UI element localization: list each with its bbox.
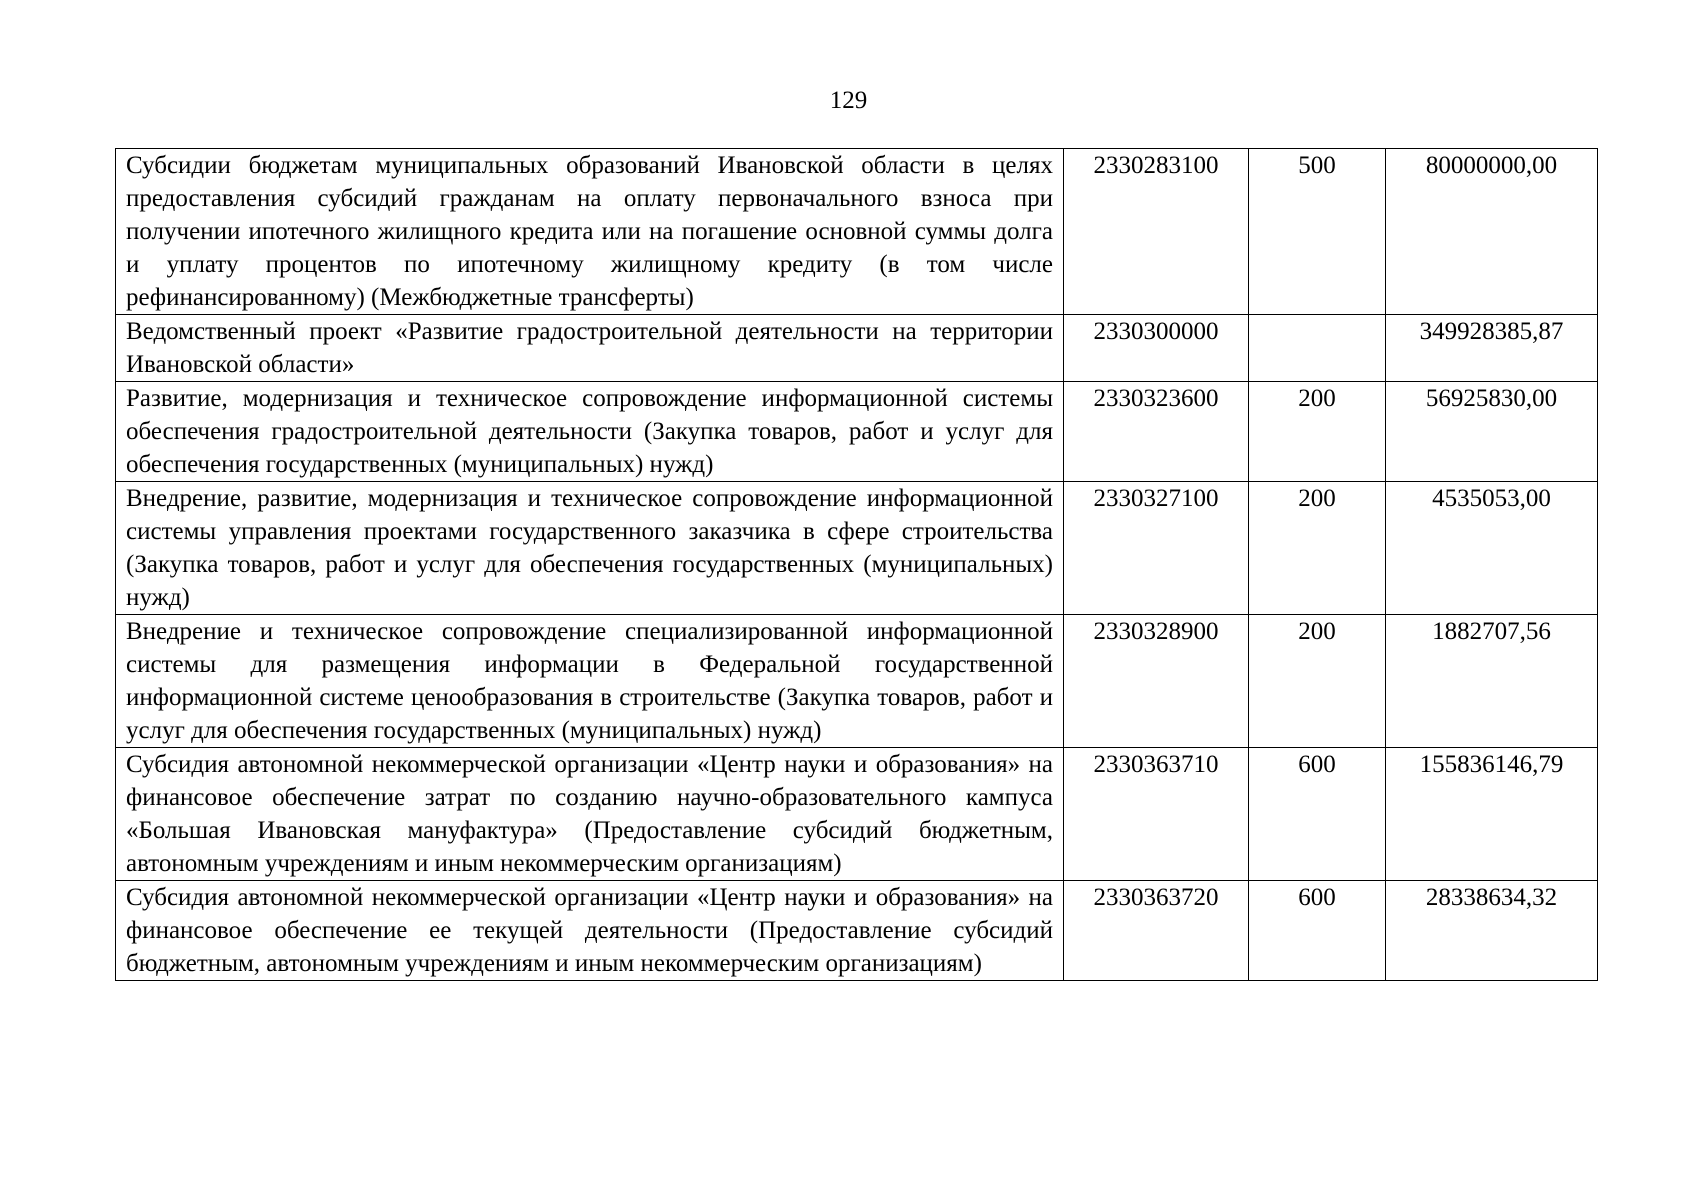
row-target-code: 2330327100 [1064, 482, 1249, 615]
table-row [116, 315, 1598, 382]
row-description: Субсидия автономной некоммерческой организации «Центр науки и образования» на финансовое обеспечение ее текущей деятельности (Предоставление субсидий бюджетным, автономным учреждениям и иным некоммерческим организациям) [116, 881, 1064, 981]
page-number: 129 [829, 87, 868, 114]
row-expense-type: 500 [1249, 149, 1386, 315]
row-target-code: 2330323600 [1064, 382, 1249, 482]
row-amount: 349928385,87 [1386, 315, 1598, 382]
table-row [116, 615, 1598, 748]
row-expense-type: 600 [1249, 748, 1386, 881]
row-target-code: 2330283100 [1064, 149, 1249, 315]
row-target-code: 2330363720 [1064, 881, 1249, 981]
table-row [116, 149, 1598, 315]
row-target-code: 2330363710 [1064, 748, 1249, 881]
row-expense-type: 200 [1249, 482, 1386, 615]
row-description: Субсидия автономной некоммерческой организации «Центр науки и образования» на финансовое обеспечение затрат по созданию научно-образовательного кампуса «Большая Ивановская мануфактура» (Предоставление субсидий бюджетным, автономным учреждениям и иным некоммерческим организациям) [116, 748, 1064, 881]
budget-table [115, 148, 1598, 981]
row-amount: 155836146,79 [1386, 748, 1598, 881]
row-amount: 28338634,32 [1386, 881, 1598, 981]
row-amount: 56925830,00 [1386, 382, 1598, 482]
row-description: Внедрение, развитие, модернизация и техническое сопровождение информационной системы управления проектами государственного заказчика в сфере строительства (Закупка товаров, работ и услуг для обеспечения государственных (муниципальных) нужд) [116, 482, 1064, 615]
row-expense-type: 200 [1249, 382, 1386, 482]
row-description: Ведомственный проект «Развитие градостроительной деятельности на территории Ивановской области» [116, 315, 1064, 382]
row-description: Развитие, модернизация и техническое сопровождение информационной системы обеспечения градостроительной деятельности (Закупка товаров, работ и услуг для обеспечения государственных (муниципальных) нужд) [116, 382, 1064, 482]
row-target-code: 2330328900 [1064, 615, 1249, 748]
row-description: Субсидии бюджетам муниципальных образований Ивановской области в целях предоставления субсидий гражданам на оплату первоначального взноса при получении ипотечного жилищного кредита или на погашение основной суммы долга и уплату процентов по ипотечному жилищному кредиту (в том числе рефинансированному) (Межбюджетные трансферты) [116, 149, 1064, 315]
table-row [116, 482, 1598, 615]
row-amount: 1882707,56 [1386, 615, 1598, 748]
row-target-code: 2330300000 [1064, 315, 1249, 382]
table-row [116, 881, 1598, 981]
table-row [116, 748, 1598, 881]
table-row [116, 382, 1598, 482]
row-description: Внедрение и техническое сопровождение специализированной информационной системы для размещения информации в Федеральной государственной информационной системе ценообразования в строительстве (Закупка товаров, работ и услуг для обеспечения государственных (муниципальных) нужд) [116, 615, 1064, 748]
row-expense-type [1249, 315, 1386, 382]
row-amount: 4535053,00 [1386, 482, 1598, 615]
row-amount: 80000000,00 [1386, 149, 1598, 315]
row-expense-type: 200 [1249, 615, 1386, 748]
row-expense-type: 600 [1249, 881, 1386, 981]
